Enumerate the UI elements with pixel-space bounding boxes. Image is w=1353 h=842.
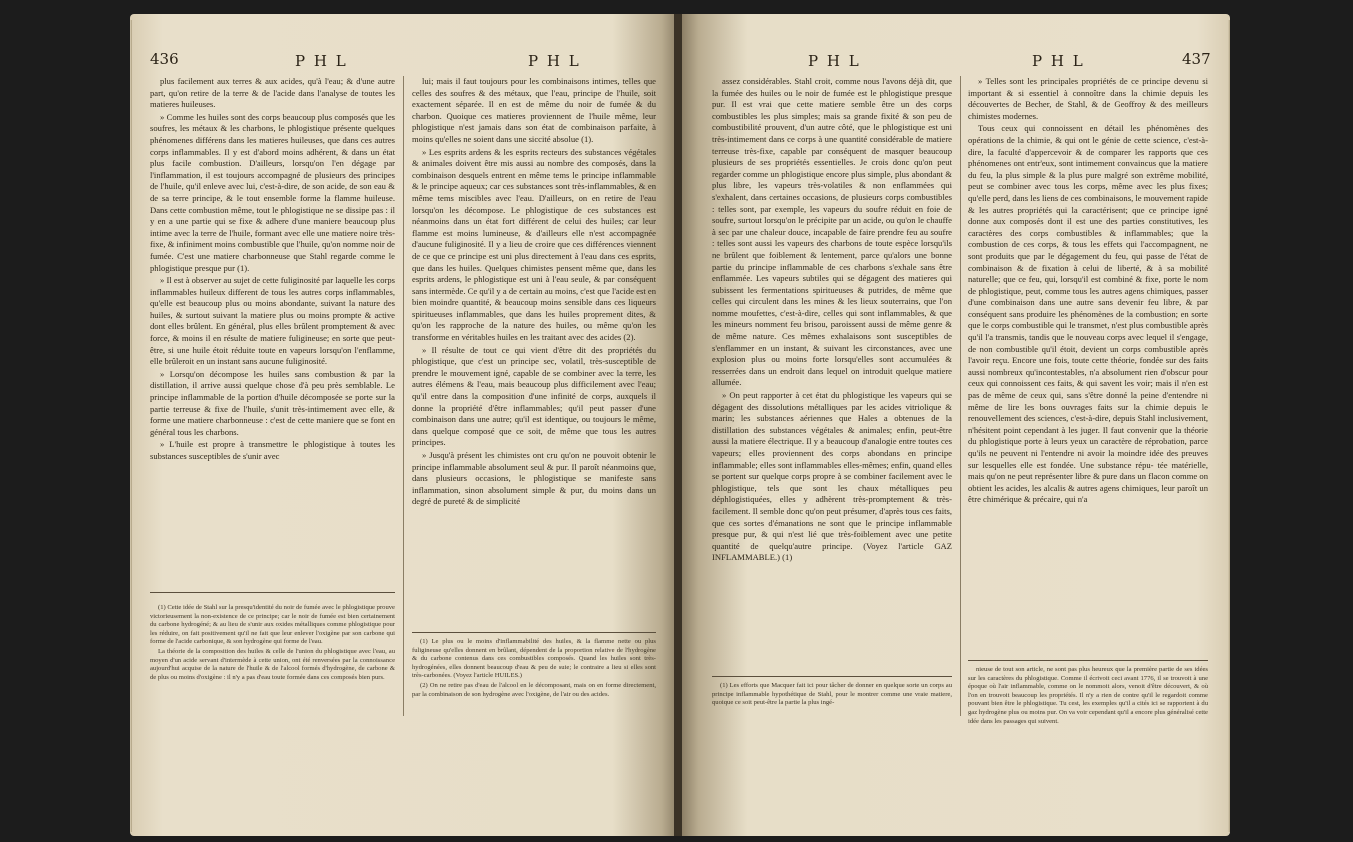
paragraph: Tous ceux qui connoissent en détail les phénomènes des opérations de la chimie, & qui ont le génie de cette science, c'est-à-dire, la faculté d'appercevoir & de comparer les rapports que ces phénomenes ont entr'eux, sont intimement convaincus que la matiere du feu, la plus simple & la plus pure malgré son extrême mobilité, peut se combiner avec tous les corps, même avec les plus fixes; qu'elle perd, dans les liens de ces combinaisons, le mouvement rapide & les autres propriétés qui la caractérisent; que ce principe igné donne aux composés dont il est une des parties constitutives, les caractères des corps combustibles & inflammables; que la combustion de ces corps, & tous les effets qui l'accompagnent, ne sont produits que par le dégagement du feu, qui passe de l'état de combinaison & de fixation à celui de liberté, & à sa mobilité naturelle; que ce feu, qui, lorsqu'il est combiné & fixe, porte le nom de phlogistique, peut, comme tous les autres agens chimiques, passer d'une combinaison dans une autre sans devenir feu libre, & par conséquent sans produire les phénomènes de la combustion; en sorte que le corps combustible qui le transmet, n'est plus combustible après qu'il l'a transmis, tandis que le nouveau corps avec lequel il s'engage, de non combustible qu'il étoit, devient un corps combustible après l'avoir reçu. Encore une fois, toute cette théorie, fondée sur des faits aussi nombreux qu'incontestables, n'a absolument rien d'obscur pour ceux qui connoissent ces faits, & qui savent les voir; mais il n'en est pas de même de ceux qui, sans s'être donné la peine d'entendre ni même de lire les bons ouvrages faits sur la chimie depuis le renouvellement des sciences, c'est-à-dire, depuis Stahl inclusivement, n'hésitent point cependant à les juger. Il faut convenir que la théorie du phlogistique porte à leurs yeux un caractère de réprobation, parce qu'ils ne peuvent ni l'entendre ni avoir la moindre idée des preuves sur lesquelles elle est fondée. Une substance répu- tée matérielle, mais qu'on ne peut représenter libre & pure dans un flacon comme on obtient les acides, les alcalis & autres agens chimiques, leur paroît un être chimérique & précaire, qui n'a	[968, 123, 1208, 505]
running-head: P H L	[1032, 52, 1085, 70]
footnotes-column-2	[412, 638, 656, 718]
footnote: (2) On ne retire pas d'eau de l'alcool en le décomposant, mais on en forme directement, par la combinaison de son hydrogène avec l'oxigène, de l'air ou des acides.	[412, 681, 656, 698]
paragraph: » Lorsqu'on décompose les huiles sans combustion & par la distillation, il arrive aussi quelque chose d'à peu près semblable. Le principe inflammable de la portion d'huile décomposée se porte sur la partie terreuse & fixe de l'huile, s'unit très-intimement avec elle, & forme une matiere charbonneuse : c'est de cette maniere que se font en général tous les charbons.	[150, 368, 395, 437]
paragraph: » Il résulte de tout ce qui vient d'être dit des propriétés du phlogistique, que c'est un principe sec, volatil, très-susceptible de prendre le mouvement igné, capable de se combiner avec la terre, les autres élémens & l'eau, mais beaucoup plus difficilement avec l'eau; qu'il entre dans la composition d'une infinité de corps, auxquels il donne la propriété d'être inflammables; qu'il peut passer d'une combinaison dans une autre; qu'il est identique, ou toujours le même, dans quelque composé que ce soit, de même que tous les autres principes.	[412, 344, 656, 448]
page-number: 437	[1182, 50, 1211, 68]
paragraph: » Comme les huiles sont des corps beaucoup plus composés que les soufres, les métaux & les charbons, le phlogistique présente quelques phénomenes différens dans les matieres huileuses, que dans ces autres corps inflammables. Il y est d'abord moins adhérent, & dans un état plus facile combustion. D'ailleurs, lorsqu'on l'en dégage par l'inflammation, il est toujours accompagné de plusieurs des principes de l'huile, qu'il enleve avec lui, c'est-à-dire, de son acide, de son eau & de sa terre principe, & le tout ensemble forme la flamme huileuse. Dans cette combustion même, tout le phlogistique ne se dissipe pas : il y en a une partie qui se fixe & adhere d'une maniere beaucoup plus intime avec la terre de l'huile, formant avec elle une matiere noire très-fixe, & infiniment moins combustible que l'huile, qu'on nomme noir de fumée. C'est une matiere charbonneuse que Stahl regarde comme le phlogistique presque pur (1).	[150, 111, 395, 273]
page-number: 436	[150, 50, 179, 68]
paragraph: » Les esprits ardens & les esprits recteurs des substances végétales & animales doivent être mis aussi au nombre des composés, dans la combinaison desquels entrent en même tems le principe inflammable & le principe aqueux; car ces substances sont très-inflammables, & en même tems miscibles avec l'eau. D'ailleurs, on en retire de l'eau lorsqu'on les décompose. Le phlogistique de ces substances est néanmoins dans un état fort différent de celui des huiles; car leur flamme est moins lumineuse, & d'ailleurs elle n'est accompagnée d'aucune fuliginosité. Il y a lieu de croire que ces différences viennent de ce que ce principe est uni plus directement à l'eau dans ces esprits, que dans les huiles. Quelques chimistes pensent même que, dans les esprits ardens, le phlogistique est uni à l'eau seule, & par conséquent sans intermède. Ce qu'il y a de certain au moins, c'est que l'acide est en bien moindre quantité, & beaucoup moins sensible dans ces liqueurs spiritueuses inflammables, que dans les huiles proprement dites, & qu'on les rapproche de la nature des huiles, ou même qu'on les transforme en véritables huiles en les traitant avec des acides (2).	[412, 146, 656, 343]
paragraph: » On peut rapporter à cet état du phlogistique les vapeurs qui se dégagent des dissolutions métalliques par les acides vitriolique & marin; les substances aériennes que Hales a obtenues de la distillation des substances végétales & animales; enfin, peut-être aussi la matiere électrique. Il y a beaucoup d'analogie entre toutes ces vapeurs; elles proviennent des corps abondans en principe inflammable; elles sont inflammables elles-mêmes; enfin, quand elles se portent sur quelque corps propre à se combiner facilement avec le phlogistique, tels que sont les chaux métalliques peu déphlogistiquées, elles y adhèrent très-promptement & très-facilement. Il semble donc qu'on peut présumer, d'après tous ces faits, que ces sortes d'émanations ne sont que le principe inflammable presque pur, & qui n'est lié que très-foiblement avec une petite quantité de quelqu'autre principe. (Voyez l'article GAZ INFLAMMABLE.) (1)	[712, 390, 952, 563]
column-divider	[960, 76, 961, 716]
paragraph: » Jusqu'à présent les chimistes ont cru qu'on ne pouvoit obtenir le principe inflammable absolument seul & pur. Il paroît néanmoins que, dans plusieurs occasions, le phlogistique se manifeste sans inflammation, sinon absolument simple & pur, du moins dans un degré de pureté & de simplicité	[412, 450, 656, 507]
text-column-1	[150, 76, 395, 574]
running-head: P H L	[808, 52, 861, 70]
footnote: La théorie de la composition des huiles & celle de l'union du phlogistique avec l'eau, au moyen d'un acide servant d'intermède à cette union, ont été renversées par la connoissance aujourd'hui acquise de la nature de l'huile & de l'alcool formés d'hydrogène, de carbone & de plus ou moins d'oxigène : il n'y a pas d'eau toute formée dans ces composés bien purs.	[150, 647, 395, 681]
page-edges-right	[1228, 20, 1230, 832]
text-column-2	[968, 76, 1208, 654]
footnotes-column-1	[150, 604, 395, 724]
paragraph: lui; mais il faut toujours pour les combinaisons intimes, telles que celles des soufres & des métaux, que l'eau, principe de l'huile, soit exactement séparée. Il en est de même du noir de fumée & du charbon. Quoique ces matieres proviennent de l'huile même, leur phlogistique n'est jamais dans son état de combinaison parfaite, à moins qu'elles ne soient dans une siccité absolue (1).	[412, 76, 656, 144]
paragraph: assez considérables. Stahl croit, comme nous l'avons déjà dit, que la fumée des huiles ou le noir de fumée est le phlogistique presque pur. Il est vrai que cette matiere semble être un des corps combustibles les plus simples; mais sa grande fixité & son peu de combustibilité prouvent, d'un autre côté, que le phlogistique est uni très-intimement dans ce corps à une quantité considérable de matiere terreuse très-fixe, capable par conséquent de masquer beaucoup plusieurs de ses propriétés essentielles. Je crois donc qu'on peut regarder comme un phlogistique encore plus simple, plus abondant & plus libre, les vapeurs très-volatiles & non enflammées qui s'exhalent, dans certaines occasions, de plusieurs corps combustibles : telles sont, par exemple, les vapeurs du soufre réduit en foie de soufre, surtout lorsqu'on le précipite par un acide, ou qu'on le chauffe à sec par une chaleur douce, incapable de faire prendre feu au soufre : telles sont aussi les vapeurs des charbons de toute espèce lorsqu'ils ne brûlent que foiblement & lentement, parce qu'alors une bonne partie du principe inflammable de ces charbons s'exhale sans être enflammée. Les vapeurs subtiles qui se dégagent des matieres qui subissent les fermentations spiritueuses & putrides, de même que celles qui circulent dans les mines & les lieux souterrains, que l'on nomme moufettes, c'est-à-dire, celles qui sont inflammables, & que les mineurs nomment feu brisou, paroissent aussi de même genre & de même nature. Ces mêmes exhalaisons sont susceptibles de s'enflammer en un instant, & suivant les circonstances, avec une explosion plus ou moins forte lorsqu'elles sont accumulées & resserrées dans un endroit dans lequel on introduit quelque matiere allumée.	[712, 76, 952, 388]
paragraph: plus facilement aux terres & aux acides, qu'à l'eau; & d'une autre part, qu'on retire de la terre & de l'acide dans l'analyse de toutes les matieres huileuses.	[150, 76, 395, 110]
paragraph: » Telles sont les principales propriétés de ce principe devenu si important & si essentiel à connoître dans la chimie depuis les découvertes de Becher, de Stahl, & de Geoffroy & des meilleurs chimistes modernes.	[968, 76, 1208, 121]
text-column-1	[712, 76, 952, 666]
right-page	[682, 14, 1230, 836]
paragraph: » L'huile est propre à transmettre le phlogistique à toutes les substances susceptibles de s'unir avec	[150, 439, 395, 461]
footnote: nieuse de tout son article, ne sont pas plus heureux que la première partie de ses idées sur les caractères du phlogistique. Comme il écrivoit ceci avant 1776, il se trouvoit à une époque où l'air inflammable, comme on le nommoit alors, venoit d'être découvert, & où l'on en trouvoit beaucoup les propriétés. Il n'y a rien de contre qu'il le regardoit comme pouvant bien être le phlogistique. Tu cest, les exemples qu'il a cités ici se rapportent à du gaz hydrogène plus ou moins pur. On va voir cependant qu'il a encore plus généralisé cette idée dans les passages qui suivent.	[968, 666, 1208, 725]
footnote: (1) Le plus ou le moins d'inflammabilité des huiles, & la flamme nette ou plus fuligineuse qu'elles donnent en brûlant, dépendent de la proportion relative de l'hydrogène & du carbone contenus dans ces combustibles composés. Quand les huiles sont très-hydrogénées, elles donnent beaucoup d'eau & peu de suie; le contraire a lieu si elles sont très-carbonées. (Voyez l'article HUILES.)	[412, 638, 656, 680]
footnotes-column-2	[968, 666, 1208, 726]
open-book	[130, 14, 1230, 836]
footnote-rule	[412, 632, 656, 633]
footnote-rule	[968, 660, 1208, 661]
running-head: P H L	[295, 52, 348, 70]
footnote-rule	[712, 676, 952, 677]
left-page	[130, 14, 678, 836]
text-column-2	[412, 76, 656, 628]
column-divider	[403, 76, 404, 716]
page-edges-left	[130, 20, 132, 832]
paragraph: » Il est à observer au sujet de cette fuliginosité par laquelle les corps inflammables huileux different de tous les autres corps inflammables, qu'elle est beaucoup plus ou moins abondante, suivant la nature des huiles, & surtout suivant la matiere plus ou moins prompte & active dont elles brûlent. En général, plus elles brûlent promptement & avec force, & moins il en résulte de matiere fuligineuse; en sorte que peut-être, si une huile étoit réduite toute en vapeurs lorsqu'on l'enflamme, elle brûleroit en un instant sans aucune fuliginosité.	[150, 275, 395, 367]
footnote-rule	[150, 592, 395, 593]
footnote: (1) Les efforts que Macquer fait ici pour tâcher de donner en quelque sorte un corps au principe inflammable hypothétique de Stahl, pour le montrer comme une vraie matiere, quoique ce soit peut-être la partie la plus ingé-	[712, 682, 952, 707]
footnote: (1) Cette idée de Stahl sur la presqu'identité du noir de fumée avec le phlogistique prouve victorieusement la non-existence de ce principe; car le noir de fumée est bien certainement du carbone hydrogéné; & au lieu de s'unir aux oxides métalliques comme phlogistique pour les réduire, on fait positivement qu'il ne fait que leur enlever l'oxigène par son carbone qui forme de l'acide carbonique, & son hydrogène qui forme de l'eau.	[150, 604, 395, 646]
footnotes-column-1	[712, 682, 952, 722]
running-head: P H L	[528, 52, 581, 70]
